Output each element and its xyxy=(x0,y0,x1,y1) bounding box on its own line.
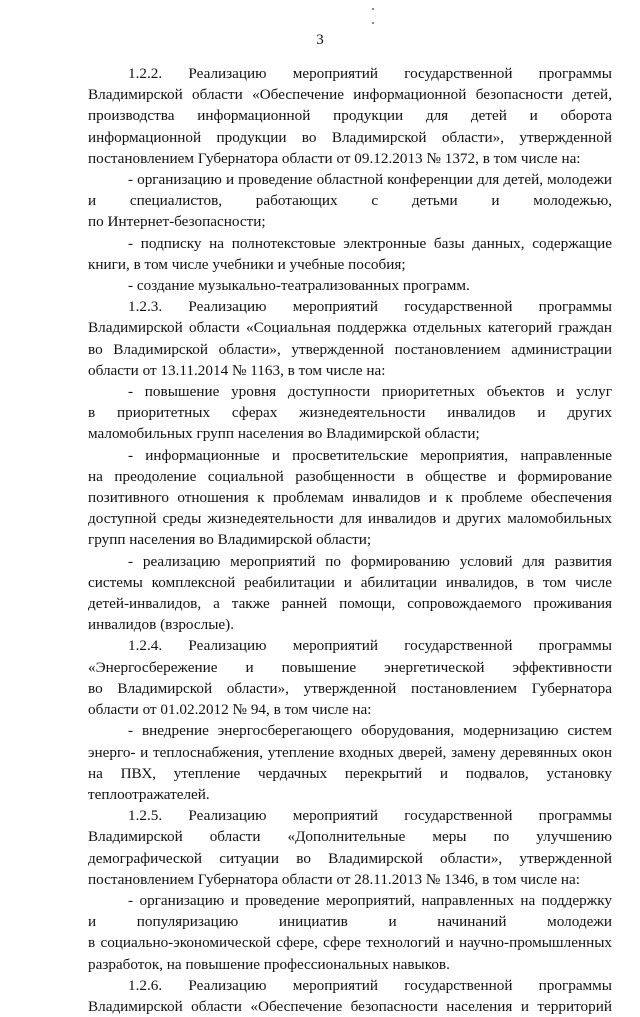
text-line: постановлением Губернатора области от 09.12.2013 № 1372, в том числе на: xyxy=(88,149,581,167)
text-line: информационной продукции во Владимирской области», утвержденной xyxy=(88,128,612,146)
text-line: книги, в том числе учебники и учебные пособия; xyxy=(88,255,406,273)
text-line: во Владимирской области», утвержденной постановлением Губернатора xyxy=(88,679,612,697)
page-number: 3 xyxy=(316,32,324,48)
text-line: - внедрение энергосберегающего оборудования, модернизацию систем xyxy=(128,722,612,740)
text-line: «Энергосбережение и повышение энергетической эффективности xyxy=(88,658,612,676)
scan-speck xyxy=(372,22,374,24)
text-line: инвалидов (взрослые). xyxy=(88,616,235,634)
text-line: по Интернет-безопасности; xyxy=(88,213,266,231)
text-line: позитивного отношения к проблемам инвалидов и к проблеме обеспечения xyxy=(88,489,612,507)
text-line: области от 01.02.2012 № 94, в том числе на: xyxy=(88,701,372,719)
text-line: - организацию и проведение мероприятий, направленных на поддержку xyxy=(128,891,612,909)
text-line: теплоотражателей. xyxy=(88,785,210,803)
text-line: детей-инвалидов, а также ранней помощи, сопровождаемого проживания xyxy=(88,595,612,613)
text-line: Владимирской области «Дополнительные меры по улучшению xyxy=(88,828,612,846)
document-body xyxy=(88,63,612,1017)
text-line: производства информационной продукции для детей и оборота xyxy=(88,107,612,125)
text-line: групп населения во Владимирской области; xyxy=(88,531,372,549)
text-line: Владимирской области «Обеспечение безопасности населения и территорий xyxy=(88,997,612,1015)
text-line: на преодоление социальной разобщенности в обществе и формирование xyxy=(88,467,612,485)
text-line: системы комплексной реабилитации и абилитации инвалидов, в том числе xyxy=(88,573,612,591)
text-line: - подписку на полнотекстовые электронные базы данных, содержащие xyxy=(128,234,612,252)
text-line: в приоритетных сферах жизнедеятельности инвалидов и других xyxy=(88,404,612,422)
text-line: Владимирской области «Социальная поддержка отдельных категорий граждан xyxy=(88,319,612,337)
text-line: демографической ситуации во Владимирской области», утвержденной xyxy=(88,849,612,867)
text-line: и популяризацию инициатив и начинаний молодежи xyxy=(88,913,612,931)
text-line: доступной среды жизнедеятельности для инвалидов и других маломобильных xyxy=(88,510,612,528)
text-line: 1.2.4. Реализацию мероприятий государственной программы xyxy=(128,637,612,655)
text-line: Владимирской области «Обеспечение информационной безопасности детей, xyxy=(88,86,612,104)
text-line: - реализацию мероприятий по формированию условий для развития xyxy=(128,552,612,570)
text-line: в социально-экономической сфере, сфере технологий и научно-промышленных xyxy=(88,934,612,952)
text-line: 1.2.6. Реализацию мероприятий государственной программы xyxy=(128,976,612,994)
text-line: постановлением Губернатора области от 28.11.2013 № 1346, в том числе на: xyxy=(88,870,580,888)
text-line: во Владимирской области», утвержденной постановлением администрации xyxy=(88,340,612,358)
text-line: разработок, на повышение профессиональных навыков. xyxy=(88,955,450,973)
text-line: - организацию и проведение областной конференции для детей, молодежи xyxy=(128,171,612,189)
text-line: энерго- и теплоснабжения, утепление входных дверей, замену деревянных окон xyxy=(88,743,612,761)
text-line: и специалистов, работающих с детьми и молодежью, xyxy=(88,192,612,210)
text-line: области от 13.11.2014 № 1163, в том числе на: xyxy=(88,361,386,379)
text-line: 1.2.5. Реализацию мероприятий государственной программы xyxy=(128,807,612,825)
text-line: на ПВХ, утепление чердачных перекрытий и подвалов, установку xyxy=(88,764,612,782)
text-line: 1.2.3. Реализацию мероприятий государственной программы xyxy=(128,298,612,316)
text-line: маломобильных групп населения во Владимирской области; xyxy=(88,425,480,443)
text-line: - создание музыкально-театрализованных программ. xyxy=(128,277,470,295)
text-line: - повышение уровня доступности приоритетных объектов и услуг xyxy=(128,383,612,401)
text-line: - информационные и просветительские мероприятия, направленные xyxy=(128,446,612,464)
scan-speck xyxy=(372,8,374,10)
text-line: 1.2.2. Реализацию мероприятий государственной программы xyxy=(128,65,612,82)
